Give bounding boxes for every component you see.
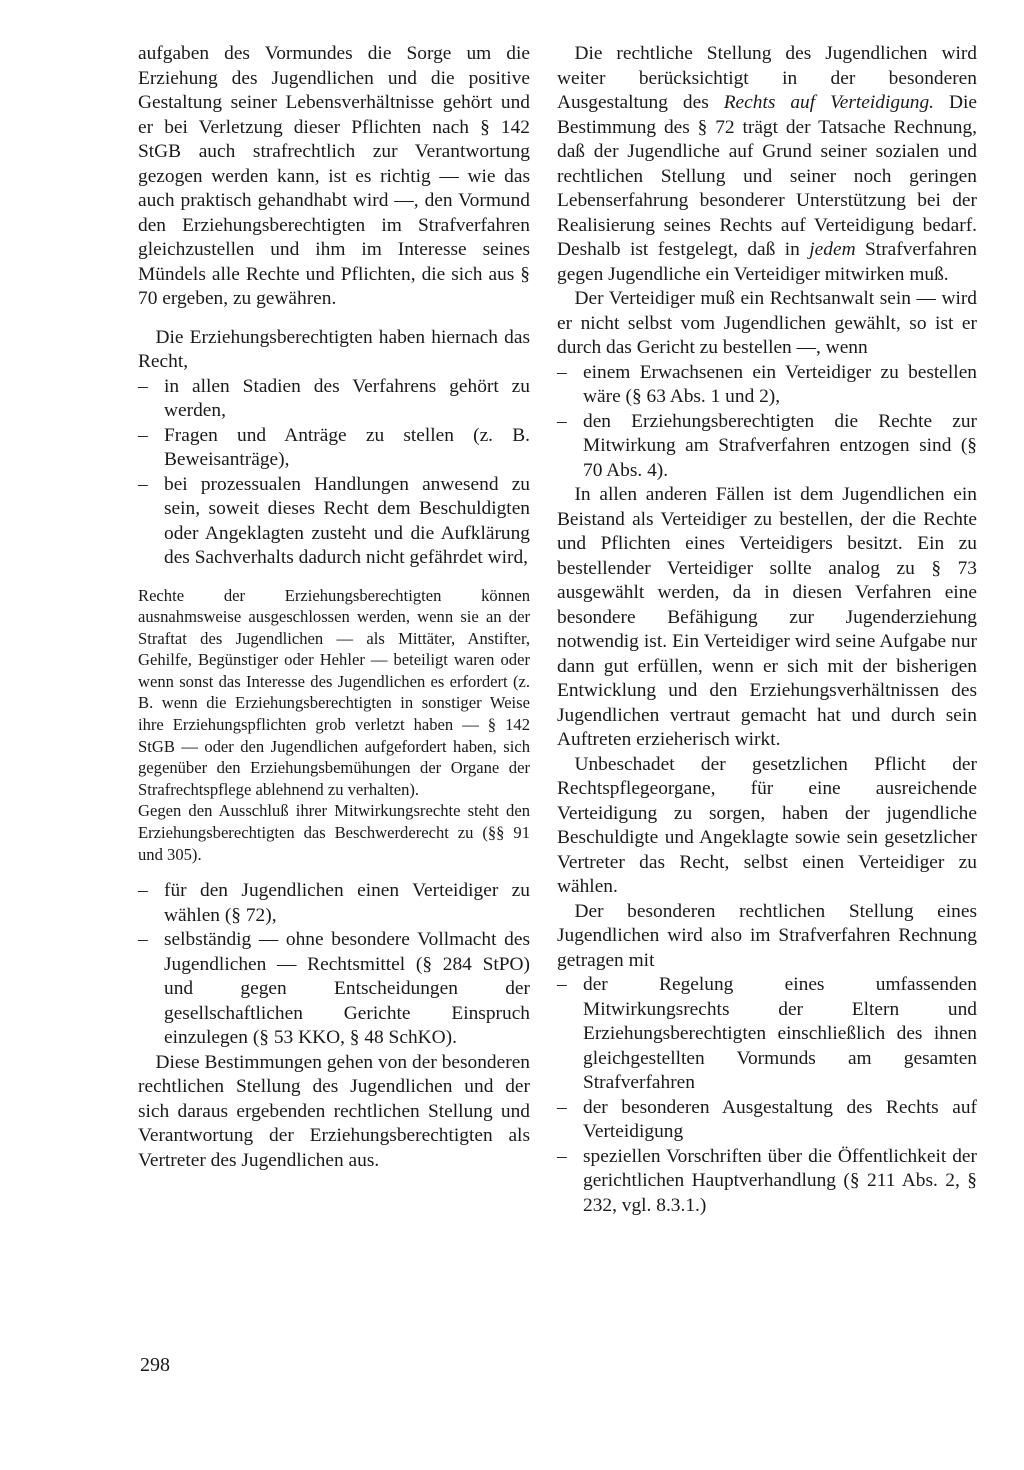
list-item: – einem Erwachsenen ein Verteidiger zu bestellen wäre (§ 63 Abs. 1 und 2),: [557, 361, 977, 410]
paragraph-rights-intro: Die Erziehungsberechtigten haben hiernach das Recht,: [138, 326, 530, 372]
text-run: Strafverfahren gegen Jugendliche ein Verteidiger mitwirken muß.: [557, 239, 977, 285]
list-item: – selbständig — ohne besondere Vollmacht des Jugendlichen — Rechtsmittel (§ 284 StPO) und gegen Entscheidungen der gesellschaftlichen Gerichte Einspruch einzulegen (§ 53 KKO, § 48 SchKO).: [138, 928, 530, 1051]
emphasis-text: Rechts auf Verteidigung.: [723, 92, 935, 113]
emphasis-text: jedem: [809, 239, 856, 260]
paragraph-lawyer: Der Verteidiger muß ein Rechtsanwalt sein — wird er nicht selbst vom Jugendlichen gewählt, so ist er durch das Gericht zu bestellen —, wenn: [557, 288, 977, 358]
defense-conditions-list: [557, 361, 977, 484]
page-number: 298: [140, 1354, 170, 1376]
list-item: – bei prozessualen Handlungen anwesend zu sein, soweit dieses Recht dem Beschuldigten oder Angeklagten zusteht und die Aufklärung des Sachverhalts dadurch nicht gefährdet wird,: [138, 473, 530, 571]
list-item: – speziellen Vorschriften über die Öffentlichkeit der gerichtlichen Hauptverhandlung (§ 211 Abs. 2, § 232, vgl. 8.3.1.): [557, 1145, 977, 1219]
note-exclusion: Rechte der Erziehungsberechtigten können ausnahmsweise ausgeschlossen werden, wenn sie an der Straftat des Jugendlichen — als Mittäter, Anstifter, Gehilfe, Begünstiger oder Hehler — beteiligt waren oder wenn sonst das Interesse des Jugendlichen es erfordert (z. B. wenn die Erziehungsberechtigten in sonstiger Weise ihre Erziehungspflichten grob verletzt haben — § 142 StGB — oder den Jugendlichen aufgefordert haben, sich gegenüber den Erziehungsbemühungen der Organe der Strafrechtspflege ablehnend zu verhalten).: [138, 585, 530, 799]
paragraph-conclusion: Diese Bestimmungen gehen von der besonderen rechtlichen Stellung des Jugendlichen und der sich daraus ergebenden rechtlichen Stellung und Verantwortung der Erziehungsberechtigten als Vertreter des Jugendlichen aus.: [138, 1051, 530, 1171]
rights-list-2: [138, 879, 530, 1051]
summary-list: [557, 973, 977, 1218]
rights-list-1: [138, 375, 530, 571]
list-item: – der Regelung eines umfassenden Mitwirkungsrechts der Eltern und Erziehungsberechtigten einschließlich des ihnen gleichgestellten Vormunds am gesamten Strafverfahren: [557, 973, 977, 1096]
paragraph-summary-intro: Der besonderen rechtlichen Stellung eines Jugendlichen wird also im Strafverfahren Rechnung getragen mit: [557, 900, 977, 971]
list-item: – der besonderen Ausgestaltung des Rechts auf Verteidigung: [557, 1096, 977, 1145]
list-item: – in allen Stadien des Verfahrens gehört zu werden,: [138, 375, 530, 424]
note-complaint: Gegen den Ausschluß ihrer Mitwirkungsrechte steht den Erziehungsberechtigten das Beschwerderecht zu (§§ 91 und 305).: [138, 801, 530, 864]
right-column: [557, 42, 977, 1218]
paragraph-other-cases: In allen anderen Fällen ist dem Jugendlichen ein Beistand als Verteidiger zu bestellen, der die Rechte und Pflichten eines Verteidigers besitzt. Ein zu bestellender Verteidiger sollte analog zu § 73 ausgewählt werden, da in diesen Verfahren eine besondere Befähigung zur Jugenderziehung notwendig ist. Ein Verteidiger wird seine Aufgabe nur dann gut erfüllen, wenn er sich mit der bisherigen Entwicklung und den Erziehungsverhältnissen des Jugendlichen vertraut gemacht hat und durch sein Auftreten erzieherisch wirkt.: [557, 484, 977, 750]
text-run: Die rechtliche Stellung des Jugendlichen wird weiter berücksichtigt in der besonderen Ausgestaltung des: [557, 43, 977, 113]
paragraph-defense: [557, 42, 977, 287]
list-item: – für den Jugendlichen einen Verteidiger zu wählen (§ 72),: [138, 879, 530, 928]
list-item: – Fragen und Anträge zu stellen (z. B. Beweisanträge),: [138, 424, 530, 473]
text-run: Die Bestimmung des § 72 trägt der Tatsache Rechnung, daß der Jugendliche auf Grund seiner sozialen und rechtlichen Stellung und seiner noch geringen Lebenserfahrung besonderer Unterstützung bei der Realisierung seines Rechts auf Verteidigung bedarf. Deshalb ist festgelegt, daß in: [557, 92, 977, 260]
paragraph-vormund: aufgaben des Vormundes die Sorge um die Erziehung des Jugendlichen und die positive Gestaltung seiner Lebensverhältnisse gehört und er bei Verletzung dieser Pflichten nach § 142 StGB auch strafrechtlich zur Verantwortung gezogen werden kann, ist es richtig — wie das auch praktisch gehandhabt wird —, den Vormund den Erziehungsberechtigten im Strafverfahren gleichzustellen und ihm im Interesse seines Mündels alle Rechte und Pflichten, die sich aus § 70 ergeben, zu gewähren.: [138, 43, 530, 309]
left-column: [138, 42, 530, 1173]
list-item: – den Erziehungsberechtigten die Rechte zur Mitwirkung am Strafverfahren entzogen sind (§ 70 Abs. 4).: [557, 410, 977, 484]
paragraph-right-to-choose: Unbeschadet der gesetzlichen Pflicht der Rechtspflegeorgane, für eine ausreichende Verteidigung zu sorgen, haben der jugendliche Beschuldigte und Angeklagte sowie sein gesetzlicher Vertreter das Recht, selbst einen Verteidiger zu wählen.: [557, 753, 977, 897]
